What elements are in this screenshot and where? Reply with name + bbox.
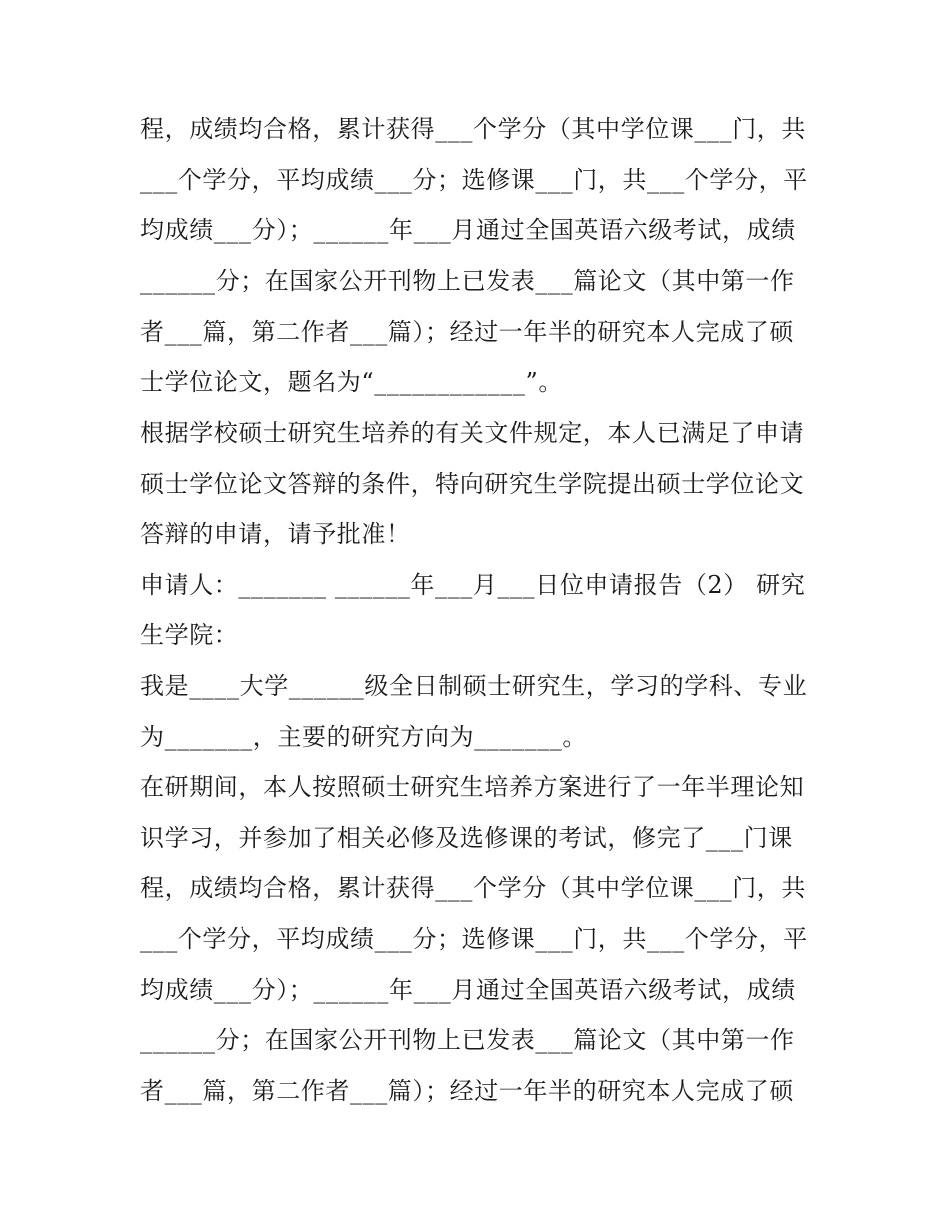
text-line: 答辩的申请，请予批准！ <box>140 520 411 548</box>
text-line: 程，成绩均合格，累计获得___个学分（其中学位课___门，共 <box>140 115 806 143</box>
text-line: 均成绩___分）；______年___月通过全国英语六级考试，成绩 <box>140 976 796 1004</box>
text-line: ______分；在国家公开刊物上已发表___篇论文（其中第一作 <box>140 1026 795 1054</box>
text-line: 为_______，主要的研究方向为_______。 <box>140 723 587 751</box>
text-line: 士学位论文，题名为“____________”。 <box>140 368 563 396</box>
text-line: 生学院： <box>140 621 239 649</box>
text-line: 者___篇，第二作者___篇）；经过一年半的研究本人完成了硕 <box>140 318 794 346</box>
text-line: 申请人：_______ ______年___月___日位申请报告（2） 研究 <box>140 571 806 599</box>
text-line: ___个学分，平均成绩___分；选修课___门，共___个学分，平 <box>140 166 808 194</box>
text-line: ___个学分，平均成绩___分；选修课___门，共___个学分，平 <box>140 925 808 953</box>
text-line: 硕士学位论文答辩的条件，特向研究生学院提出硕士学位论文 <box>140 470 805 498</box>
text-line: 均成绩___分）；______年___月通过全国英语六级考试，成绩 <box>140 216 796 244</box>
text-line: 我是____大学______级全日制硕士研究生，学习的学科、专业 <box>140 672 808 700</box>
text-line: 者___篇，第二作者___篇）；经过一年半的研究本人完成了硕 <box>140 1077 794 1105</box>
text-line: 识学习，并参加了相关必修及选修课的考试，修完了___门课 <box>140 824 793 852</box>
text-line: 根据学校硕士研究生培养的有关文件规定，本人已满足了申请 <box>140 419 805 447</box>
text-line: ______分；在国家公开刊物上已发表___篇论文（其中第一作 <box>140 267 795 295</box>
text-line: 程，成绩均合格，累计获得___个学分（其中学位课___门，共 <box>140 874 806 902</box>
text-line: 在研期间，本人按照硕士研究生培养方案进行了一年半理论知 <box>140 773 805 801</box>
